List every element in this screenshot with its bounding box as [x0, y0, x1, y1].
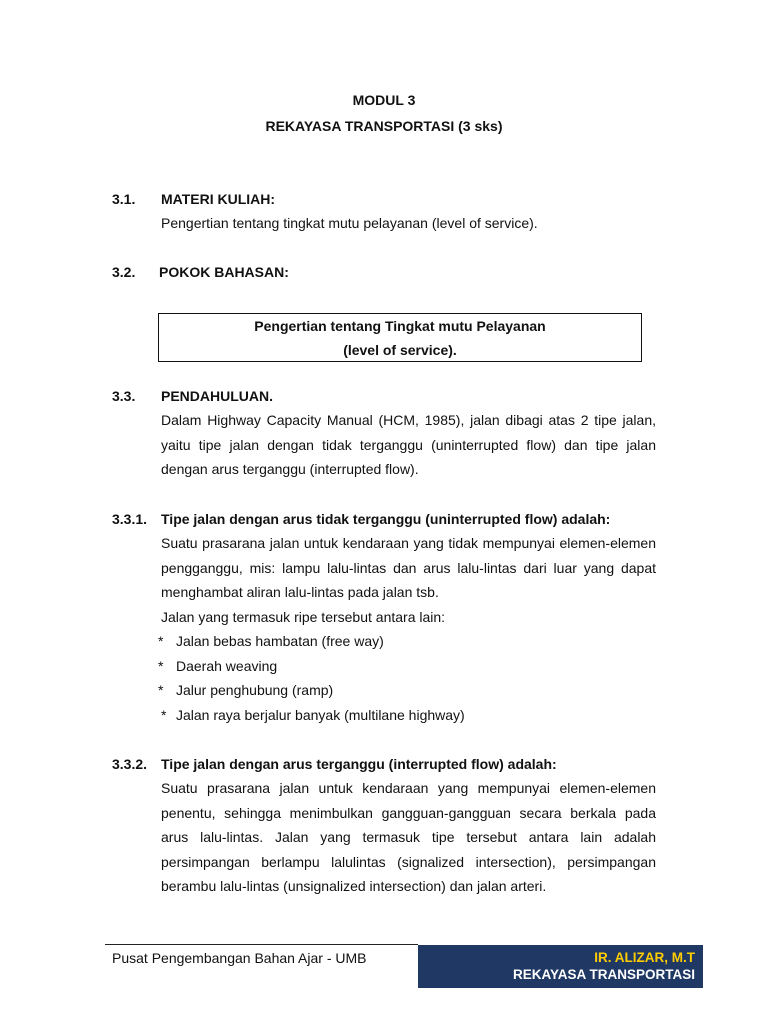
section-3-3-2-heading: Tipe jalan dengan arus terganggu (interrupted flow) adalah: [161, 756, 557, 772]
section-3-3-1-number: 3.3.1. [112, 511, 148, 527]
course-title: REKAYASA TRANSPORTASI (3 sks) [265, 118, 503, 134]
section-3-3-2-number: 3.3.2. [112, 756, 148, 772]
footer-author: IR. ALIZAR, M.T [594, 950, 695, 965]
section-3-3-heading: PENDAHULUAN. [161, 388, 273, 404]
bullet-mark: * [158, 682, 164, 698]
topic-box-line-2: (level of service). [343, 342, 457, 358]
footer-course: REKAYASA TRANSPORTASI [512, 967, 695, 982]
list-item [161, 707, 465, 723]
list-item-text: Jalur penghubung (ramp) [176, 682, 334, 698]
section-3-3-1-paragraph: Suatu prasarana jalan untuk kendaraan yang tidak mempunyai elemen-elemen pengganggu, mis: lampu lalu-lintas dan arus lalu-lintas dari luar yang dapat menghambat aliran lalu-lintas pada jalan tsb. [161, 535, 656, 600]
list-item [158, 658, 277, 674]
bullet-mark: * [161, 707, 167, 723]
section-3-3-2-paragraph: Suatu prasarana jalan untuk kendaraan yang mempunyai elemen-elemen penentu, sehingga menimbulkan gangguan-gangguan secara berkala pada arus lalu-lintas. Jalan yang termasuk tipe tersebut antara lain adalah persimpangan berlampu lalulintas (signalized intersection), persimpangan berambu lalu-lintas (unsignalized intersection) dan jalan arteri. [161, 780, 656, 894]
section-3-3-paragraph: Dalam Highway Capacity Manual (HCM, 1985), jalan dibagi atas 2 tipe jalan, yaitu tipe jalan dengan tidak terganggu (uninterrupted flow) dan tipe jalan dengan arus terganggu (interrupted flow). [161, 412, 656, 477]
list-item-text: Daerah weaving [176, 658, 278, 674]
bullet-mark: * [158, 633, 164, 649]
module-title: MODUL 3 [352, 92, 416, 108]
list-intro: Jalan yang termasuk ripe tersebut antara lain: [161, 609, 446, 625]
list-item-text: Jalan raya berjalur banyak (multilane highway) [176, 707, 465, 723]
footer-rule [105, 944, 418, 945]
section-3-3-1-heading: Tipe jalan dengan arus tidak terganggu (uninterrupted flow) adalah: [161, 511, 611, 527]
bullet-mark: * [158, 658, 164, 674]
section-3-1-text: Pengertian tentang tingkat mutu pelayanan (level of service). [161, 215, 538, 231]
section-3-3-number: 3.3. [112, 388, 136, 404]
footer-author-band [418, 945, 703, 988]
topic-box [158, 313, 642, 362]
footer-institution: Pusat Pengembangan Bahan Ajar - UMB [112, 950, 367, 966]
section-3-1-heading: MATERI KULIAH: [161, 191, 276, 207]
list-item-text: Jalan bebas hambatan (free way) [176, 633, 384, 649]
list-item [158, 682, 333, 698]
topic-box-line-1: Pengertian tentang Tingkat mutu Pelayanan [254, 318, 546, 334]
section-3-2-heading: POKOK BAHASAN: [159, 264, 289, 280]
section-3-1-number: 3.1. [112, 191, 136, 207]
list-item [158, 633, 384, 649]
section-3-2-number: 3.2. [112, 264, 136, 280]
